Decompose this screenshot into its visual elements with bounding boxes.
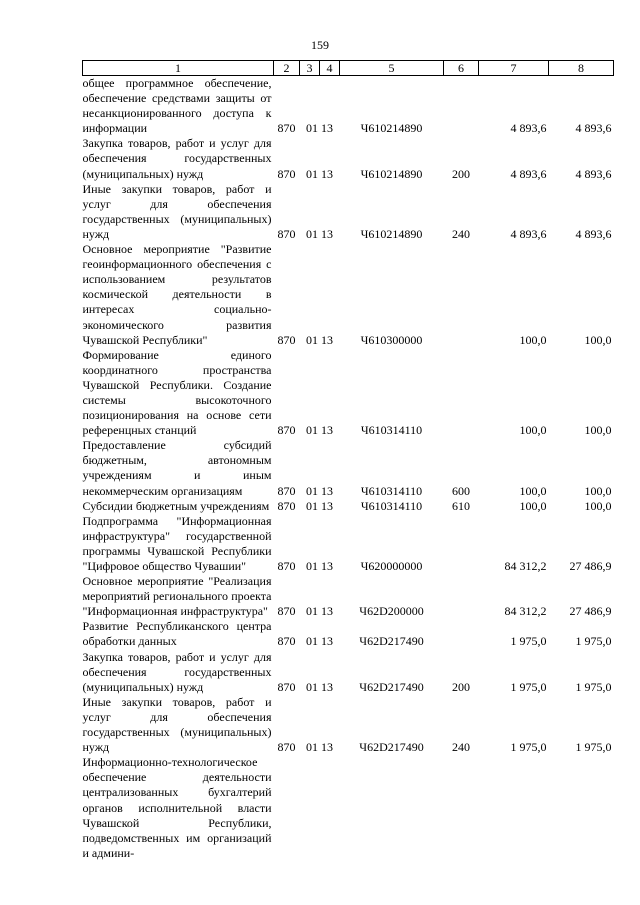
amount-cell: 1 975,0 [575,679,612,694]
budget-table [82,60,614,861]
expense-type-cell [444,348,479,439]
table-row [83,182,614,242]
ministry-code-cell: 870 [277,498,296,513]
row-name-cell: Закупка товаров, работ и услуг для обеспечения государственных (муниципальных) нужд [82,649,272,694]
table-row [83,514,614,574]
target-article-cell: Ч610300000 [360,332,423,347]
table-row [83,619,614,649]
ministry-code-cell: 870 [277,604,296,619]
table-body [83,76,614,861]
ministry-code-cell [274,755,300,861]
expense-type-cell [444,76,479,137]
ministry-code-cell: 870 [277,121,296,136]
expense-type-cell: 610 [452,498,470,513]
expense-type-cell: 240 [452,226,470,241]
table-row [83,242,614,348]
section-subsection-cell: 01 13 [306,679,333,694]
table-row [83,499,614,514]
target-article-cell: Ч610214890 [360,166,423,181]
row-name-cell: Предоставление субсидий бюджетным, автономным учреждениям и иным некоммерческим организациям [82,438,272,498]
table-row [83,136,614,181]
amount-cell: 100,0 [519,332,547,347]
amount-cell [549,755,614,861]
column-header: 4 [320,61,340,76]
row-name-cell: Основное мероприятие "Развитие геоинформационного обеспечения с использованием результатов космической деятельности в интересах социально-экономического развития Чувашской Республики" [82,242,272,347]
section-subsection-cell: 01 13 [306,634,333,649]
expense-type-cell [444,514,479,574]
amount-cell: 100,0 [584,332,612,347]
table-row [83,438,614,498]
column-header: 2 [274,61,300,76]
ministry-code-cell: 870 [277,226,296,241]
section-subsection-cell: 01 13 [306,121,333,136]
row-name-cell: Субсидии бюджетным учреждениям [82,498,270,513]
amount-cell: 1 975,0 [575,740,612,755]
ministry-code-cell: 870 [277,740,296,755]
amount-cell: 84 312,2 [504,559,547,573]
row-name-cell: Иные закупки товаров, работ и услуг для обеспечения государственных (муниципальных) нужд [82,694,272,755]
target-article-cell: Ч62D217490 [359,740,424,755]
expense-type-cell: 240 [452,740,470,755]
section-subsection-cell: 01 13 [306,166,333,181]
ministry-code-cell: 870 [277,634,296,649]
row-name-cell: общее программное обеспечение, обеспечение средствами защиты от несанкционированного доступа к информации [82,76,272,136]
row-name-cell: Развитие Республиканского центра обработки данных [82,619,272,649]
table-row [83,695,614,755]
target-article-cell: Ч610214890 [360,121,423,136]
target-article-cell: Ч610314110 [360,423,423,438]
amount-cell: 1 975,0 [510,679,547,694]
target-article-cell: Ч610314110 [360,483,423,498]
ministry-code-cell: 870 [277,483,296,498]
row-name-cell: Основное мероприятие "Реализация мероприятий регионального проекта "Информационная инфраструктура" [82,574,272,619]
expense-type-cell [444,574,479,619]
amount-cell: 100,0 [584,423,612,438]
table-row [83,650,614,695]
expense-type-cell: 200 [452,166,470,181]
amount-cell: 1 975,0 [575,634,612,649]
target-article-cell: Ч620000000 [360,559,423,573]
table-row [83,574,614,619]
target-article-cell [340,755,444,861]
column-number-header-row [83,61,614,76]
amount-cell: 100,0 [519,423,547,438]
ministry-code-cell: 870 [277,332,296,347]
table-row [83,755,614,861]
expense-type-cell: 600 [452,483,470,498]
table-row [83,76,614,137]
amount-cell: 1 975,0 [510,740,547,755]
amount-cell: 4 893,6 [575,226,612,241]
amount-cell: 100,0 [584,498,612,513]
amount-cell: 4 893,6 [510,226,547,241]
section-subsection-cell: 01 13 [306,498,333,513]
amount-cell: 27 486,9 [569,559,612,573]
amount-cell: 27 486,9 [569,604,612,619]
amount-cell: 100,0 [519,498,547,513]
amount-cell: 100,0 [584,483,612,498]
ministry-code-cell: 870 [277,679,296,694]
expense-type-cell [444,242,479,348]
target-article-cell: Ч62D217490 [359,679,424,694]
row-name-cell: Закупка товаров, работ и услуг для обеспечения государственных (муниципальных) нужд [82,136,272,181]
expense-type-cell: 200 [452,679,470,694]
row-name-cell: Информационно-технологическое обеспечение деятельности централизованных бухгалтерий органов исполнительной власти Чувашской Республики, подведомственных им организаций и админи- [82,755,272,860]
section-subsection-cell: 01 13 [306,740,333,755]
row-name-cell: Подпрограмма "Информационная инфраструктура" государственной программы Чувашской Республики "Цифровое общество Чувашии" [82,513,272,573]
row-name-cell: Иные закупки товаров, работ и услуг для обеспечения государственных (муниципальных) нужд [82,181,272,241]
table-row [83,348,614,439]
amount-cell: 4 893,6 [575,121,612,136]
ministry-code-cell: 870 [277,166,296,181]
section-subsection-cell: 01 13 [306,226,333,241]
target-article-cell: Ч610214890 [360,226,423,241]
column-header: 8 [549,61,614,76]
amount-cell [479,755,549,861]
ministry-code-cell: 870 [277,423,296,438]
expense-type-cell [444,619,479,649]
section-subsection-cell: 01 13 [306,423,333,438]
column-header: 6 [444,61,479,76]
target-article-cell: Ч610314110 [360,498,423,513]
amount-cell: 4 893,6 [510,166,547,181]
expense-type-cell [444,755,479,861]
target-article-cell: Ч62D200000 [359,604,424,619]
section-subsection-cell: 01 13 [306,483,333,498]
ministry-code-cell: 870 [277,559,296,573]
amount-cell: 100,0 [519,483,547,498]
amount-cell: 84 312,2 [504,604,547,619]
amount-cell: 1 975,0 [510,634,547,649]
row-name-cell: Формирование единого координатного пространства Чувашской Республики. Создание системы высокоточного позиционирования на основе сети референцных станций [82,347,272,438]
target-article-cell: Ч62D217490 [359,634,424,649]
page-number: 159 [311,38,329,52]
column-header: 7 [479,61,549,76]
amount-cell: 4 893,6 [510,121,547,136]
section-subsection-cell: 01 13 [306,332,333,347]
section-subsection-cell [300,755,340,861]
column-header: 1 [83,61,274,76]
section-subsection-cell: 01 13 [306,604,333,619]
section-subsection-cell: 01 13 [306,559,333,573]
amount-cell: 4 893,6 [575,166,612,181]
column-header: 5 [340,61,444,76]
column-header: 3 [300,61,320,76]
